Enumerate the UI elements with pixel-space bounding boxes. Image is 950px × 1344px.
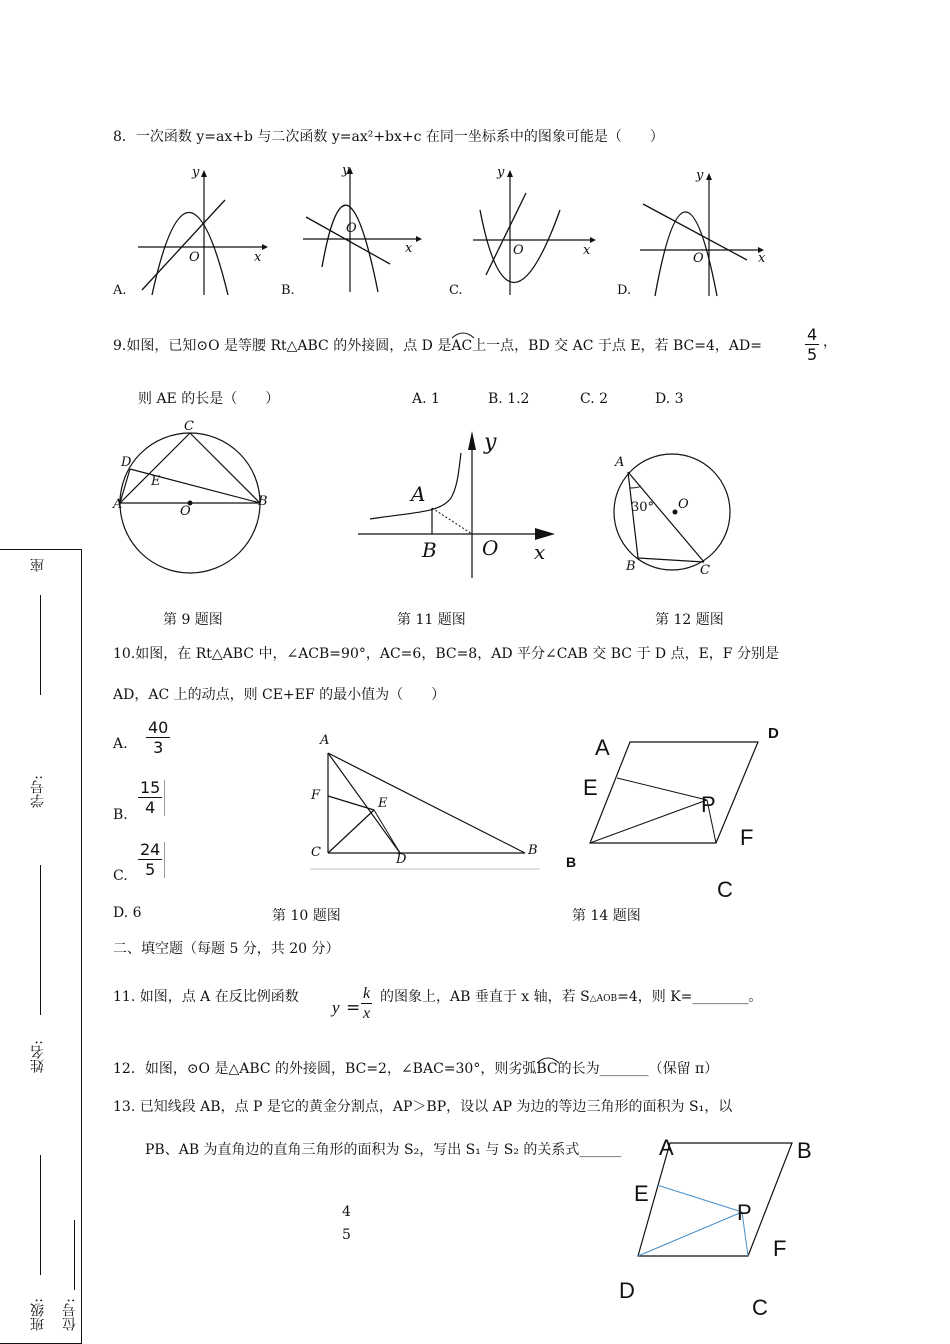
q12-arc-label: BC: [536, 1061, 558, 1077]
fig10-label-a: A: [320, 733, 330, 748]
q8-b-o: O: [346, 221, 357, 236]
q12-post: 的长为_______（保留 π）: [557, 1061, 719, 1077]
fig10-diagram: [310, 738, 545, 873]
q11-post2: =4，则 K=________。: [617, 989, 763, 1005]
fig14-label-p: P: [701, 792, 716, 817]
fig14-label-e: E: [583, 775, 598, 800]
q8-c-o: O: [513, 243, 524, 258]
fig12-label-c: C: [700, 563, 710, 578]
fig11-label-a: A: [411, 482, 426, 506]
q9-choice-c: C. 2: [580, 391, 609, 407]
q10-opt-b-frac: [138, 780, 165, 816]
fig9-label-o: O: [180, 504, 191, 519]
fig14-diagram: [585, 738, 765, 848]
q13-fig-label-c: C: [752, 1295, 768, 1320]
q10-opt-a: A.: [113, 736, 128, 752]
q8-b-x: x: [405, 241, 413, 256]
sidebar-name-line: [40, 1155, 41, 1275]
q10-opt-c-den: 5: [145, 860, 156, 879]
caption-fig11: 第 11 题图: [397, 612, 466, 628]
fig14-label-d: D: [768, 725, 779, 742]
sidebar-name: 姓名:: [30, 1040, 46, 1073]
q10-opt-c-frac: [138, 842, 165, 878]
q10-opt-b: B.: [113, 807, 128, 823]
fig11-diagram: [355, 428, 560, 580]
q8-graph-c: [468, 165, 603, 300]
fig9-diagram: [110, 420, 270, 580]
q11-y: y: [332, 998, 340, 1017]
q9-choice-d: D. 3: [655, 391, 684, 407]
binding-sidebar: [0, 549, 82, 1344]
q8-d-o: O: [693, 251, 704, 266]
q13-fig-label-f: F: [773, 1236, 787, 1261]
q10-line2: AD，AC 上的动点，则 CE+EF 的最小值为（ ）: [113, 687, 446, 703]
q13-fig-label-e: E: [634, 1181, 649, 1206]
q11-sub: △AOB: [589, 994, 618, 1004]
q9-fraction: [805, 327, 819, 363]
q8-graph-a: [130, 165, 270, 300]
q8-text: 8．一次函数 y=ax+b 与二次函数 y=ax²+bx+c 在同一坐标系中的图象可能是（ ）: [113, 129, 664, 145]
sidebar-student-line: [40, 865, 41, 1015]
q8-d-x: x: [758, 251, 766, 266]
fig11-label-y: y: [484, 430, 497, 455]
q11-pre: 11. 如图，点 A 在反比例函数: [113, 989, 299, 1005]
fig14-label-f: F: [740, 825, 754, 850]
q11-post: [380, 990, 762, 1004]
q11-x: x: [363, 1005, 371, 1022]
q9-text-2: 上一点，BD 交 AC 于点 E，若 BC=4，AD=: [472, 338, 762, 354]
fig10-label-e: E: [378, 796, 388, 811]
fig14-label-c: C: [717, 877, 733, 902]
q8-a-y: y: [192, 165, 200, 180]
section2-heading: 二、填空题（每题 5 分，共 20 分）: [113, 941, 340, 957]
sidebar-seatno-line: [74, 1220, 75, 1290]
fig11-label-x: x: [534, 540, 546, 564]
q8-option-c: C.: [449, 283, 463, 298]
q10-line1: 10.如图，在 Rt△ABC 中，∠ACB=90°，AC=6，BC=8，AD 平分∠CAB 交 BC 于 D 点，E，F 分别是: [113, 646, 779, 662]
caption-fig9: 第 9 题图: [163, 612, 223, 628]
q9-choice-a: A. 1: [412, 391, 440, 407]
arc-mark-icon: [451, 331, 475, 339]
q10-opt-c-num: 24: [140, 840, 161, 859]
q9-text: [113, 335, 762, 353]
fig10-label-c: C: [311, 845, 321, 860]
q13-fig-label-p: P: [737, 1200, 752, 1225]
q11-fraction: [361, 986, 372, 1022]
q13-fig-label-d: D: [619, 1278, 635, 1303]
q10-opt-c: C.: [113, 868, 128, 884]
q10-opt-a-den: 3: [153, 738, 164, 757]
q8-a-x: x: [254, 250, 262, 265]
fig9-label-d: D: [121, 455, 132, 470]
fig9-label-a: A: [113, 497, 123, 512]
q8-option-d: D.: [617, 283, 632, 298]
q13-fig-label-b: B: [797, 1138, 812, 1163]
q8-d-y: y: [696, 168, 704, 183]
caption-fig12: 第 12 题图: [655, 612, 724, 628]
q10-opt-b-num: 15: [140, 778, 161, 797]
q10-opt-a-frac: [146, 720, 170, 756]
q8-graph-b: [298, 162, 428, 297]
sidebar-seat-line: [40, 595, 41, 695]
q10-opt-d: D. 6: [113, 905, 142, 921]
q11-post-text: 的图象上，AB 垂直于 x 轴，若 S: [380, 989, 590, 1005]
q12-arc: [536, 1062, 557, 1076]
q9-choice-b: B. 1.2: [488, 391, 530, 407]
q8-option-b: B.: [281, 283, 295, 298]
caption-fig10: 第 10 题图: [272, 908, 341, 924]
fig11-label-o: O: [482, 536, 499, 560]
fig9-label-b: B: [258, 494, 268, 509]
q9-arc: [451, 335, 472, 353]
q11-k: k: [363, 985, 371, 1002]
fig9-label-e: E: [151, 474, 161, 489]
q8-c-x: x: [583, 243, 591, 258]
page-number-top: 4: [342, 1204, 351, 1220]
fig10-label-d: D: [396, 852, 407, 867]
fig11-label-b: B: [422, 538, 437, 562]
sidebar-seat-no: 位号:: [62, 1298, 78, 1331]
q9-text-1: 9.如图，已知⊙O 是等腰 Rt△ABC 的外接圆，点 D 是: [113, 338, 452, 354]
q9-arc-label: AC: [451, 338, 473, 354]
fig10-label-f: F: [311, 788, 321, 803]
fig14-label-b: B: [566, 854, 577, 870]
fig12-label-a: A: [615, 455, 625, 470]
arc-mark-icon: [536, 1056, 560, 1064]
q12-text: [113, 1062, 718, 1076]
q10-opt-a-num: 40: [148, 718, 169, 737]
q13-line2: PB、AB 为直角边的直角三角形的面积为 S₂，写出 S₁ 与 S₂ 的关系式______: [145, 1142, 622, 1158]
q8-option-a: A.: [113, 283, 127, 298]
q9-frac-num: 4: [807, 325, 818, 344]
sidebar-class: 班级:: [30, 1298, 46, 1331]
fig12-label-b: B: [626, 559, 636, 574]
q8-b-y: y: [342, 163, 350, 178]
fig12-label-angle: 30°: [631, 500, 655, 515]
q9-frac-den: 5: [807, 345, 818, 364]
q13-fig-label-a: A: [659, 1135, 674, 1160]
fig9-label-c: C: [184, 419, 194, 434]
fig10-label-b: B: [528, 843, 538, 858]
q9-line2: 则 AE 的长是（ ）: [138, 391, 280, 407]
q10-opt-b-den: 4: [145, 798, 156, 817]
q13-figure: [630, 1138, 795, 1263]
q12-pre: 12．如图，⊙O 是△ABC 的外接圆，BC=2，∠BAC=30°，则劣弧: [113, 1061, 537, 1077]
fig14-label-a: A: [595, 735, 610, 760]
caption-fig14: 第 14 题图: [572, 908, 641, 924]
q8-c-y: y: [497, 165, 505, 180]
q8-graph-d: [635, 168, 770, 300]
page-number-bottom: 5: [342, 1227, 351, 1243]
q11-eq: =: [346, 998, 361, 1018]
q13-line1: 13. 已知线段 AB，点 P 是它的黄金分割点，AP＞BP，设以 AP 为边的等边三角形的面积为 S₁，以: [113, 1099, 733, 1115]
sidebar-seat: 座: [30, 558, 46, 572]
q9-tail: ，: [823, 334, 837, 350]
fig12-label-o: O: [678, 497, 689, 512]
sidebar-student-no: 学号:: [30, 775, 46, 808]
q8-a-o: O: [189, 250, 200, 265]
